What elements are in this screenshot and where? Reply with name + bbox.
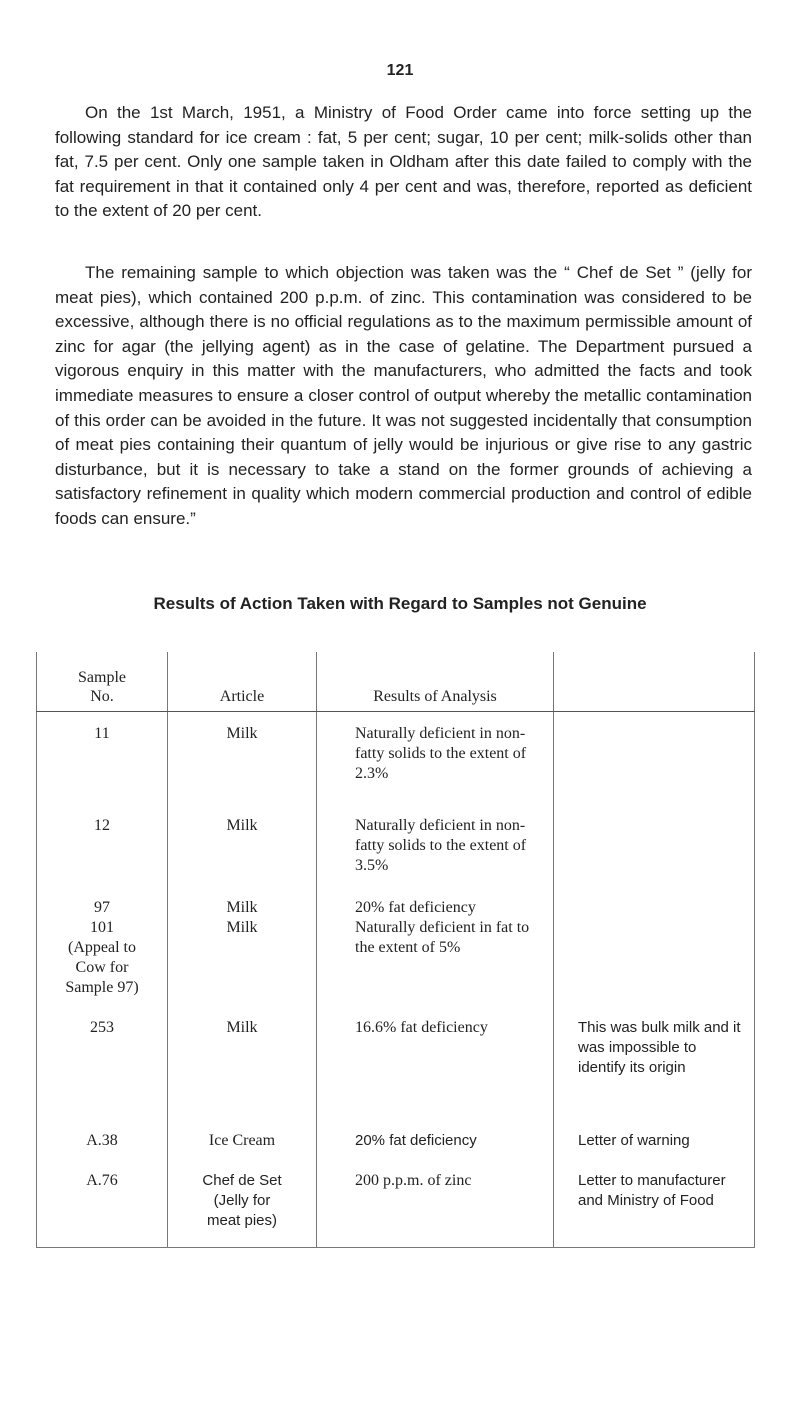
table-heading: Results of Action Taken with Regard to Samples not Genuine [153, 594, 647, 613]
sample-no: A.38 [37, 1131, 168, 1171]
action-taken: Letter to manufacturer and Ministry of Food [554, 1171, 755, 1248]
table-row [37, 918, 755, 1018]
analysis-result: Naturally deficient in non-fatty solids to the extent of 3.5% [317, 816, 554, 898]
analysis-result: 20% fat deficiency [317, 1131, 554, 1171]
table-row [37, 816, 755, 898]
table-row [37, 1131, 755, 1171]
article: Milk [168, 1018, 317, 1131]
article: Ice Cream [168, 1131, 317, 1171]
table-row [37, 1171, 755, 1248]
analysis-result: 200 p.p.m. of zinc [317, 1171, 554, 1248]
article: Milk [168, 898, 317, 918]
analysis-result: 16.6% fat deficiency [317, 1018, 554, 1131]
table-row [37, 898, 755, 918]
sample-no: 12 [37, 816, 168, 898]
paragraph-chef-de-set: The remaining sample to which objection was taken was the “ Chef de Set ” (jelly for meat pies), which contained 200 p.p.m. of zinc. This contamination was considered to be excessive, although there is no official regulations as to the maximum permissible amount of zinc for agar (the jellying agent) as in the case of gelatine. The Department pursued a vigorous enquiry in this matter with the manufacturers, who admitted the facts and took immediate measures to ensure a closer control of output whereby the metallic contamination of this order can be avoided in the future. It was not suggested incidentally that consumption of meat pies containing their quantum of jelly would be injurious or give rise to any gastric disturbance, but it is necessary to take a stand on the former grounds of achieving a satisfactory refinement in quality which modern commercial production and control of edible foods can ensure.” [55, 263, 752, 528]
page-number: 121 [386, 62, 414, 79]
header-action [554, 652, 755, 712]
header-sample-no: Sample No. [37, 652, 168, 712]
analysis-result: Naturally deficient in fat to the extent of 5% [317, 918, 554, 1018]
sample-no: A.76 [37, 1171, 168, 1248]
table-row [37, 712, 755, 817]
analysis-result: 20% fat deficiency [317, 898, 554, 918]
sample-no: 11 [37, 712, 168, 817]
action-taken [554, 898, 755, 918]
table-header-row [37, 652, 755, 712]
action-taken: Letter of warning [554, 1131, 755, 1171]
paragraph-ice-cream-standard: On the 1st March, 1951, a Ministry of Food Order came into force setting up the following standard for ice cream : fat, 5 per cent; sugar, 10 per cent; milk-solids other than fat, 7.5 per cent. Only one sample taken in Oldham after this date failed to comply with the fat requirement in that it contained only 4 per cent and was, therefore, reported as deficient to the extent of 20 per cent. [55, 103, 752, 221]
action-taken [554, 918, 755, 1018]
article: Milk [168, 816, 317, 898]
analysis-result: Naturally deficient in non-fatty solids to the extent of 2.3% [317, 712, 554, 817]
header-article: Article [168, 652, 317, 712]
results-table [36, 652, 755, 1248]
action-taken [554, 712, 755, 817]
article: Milk [168, 918, 317, 1018]
sample-no: 253 [37, 1018, 168, 1131]
table-row [37, 1018, 755, 1131]
article: Milk [168, 712, 317, 817]
article: Chef de Set (Jelly for meat pies) [168, 1171, 317, 1248]
sample-no: 97 [37, 898, 168, 918]
action-taken [554, 816, 755, 898]
action-taken: This was bulk milk and it was impossible to identify its origin [554, 1018, 755, 1131]
header-results: Results of Analysis [317, 652, 554, 712]
sample-no: 101 (Appeal to Cow for Sample 97) [37, 918, 168, 1018]
